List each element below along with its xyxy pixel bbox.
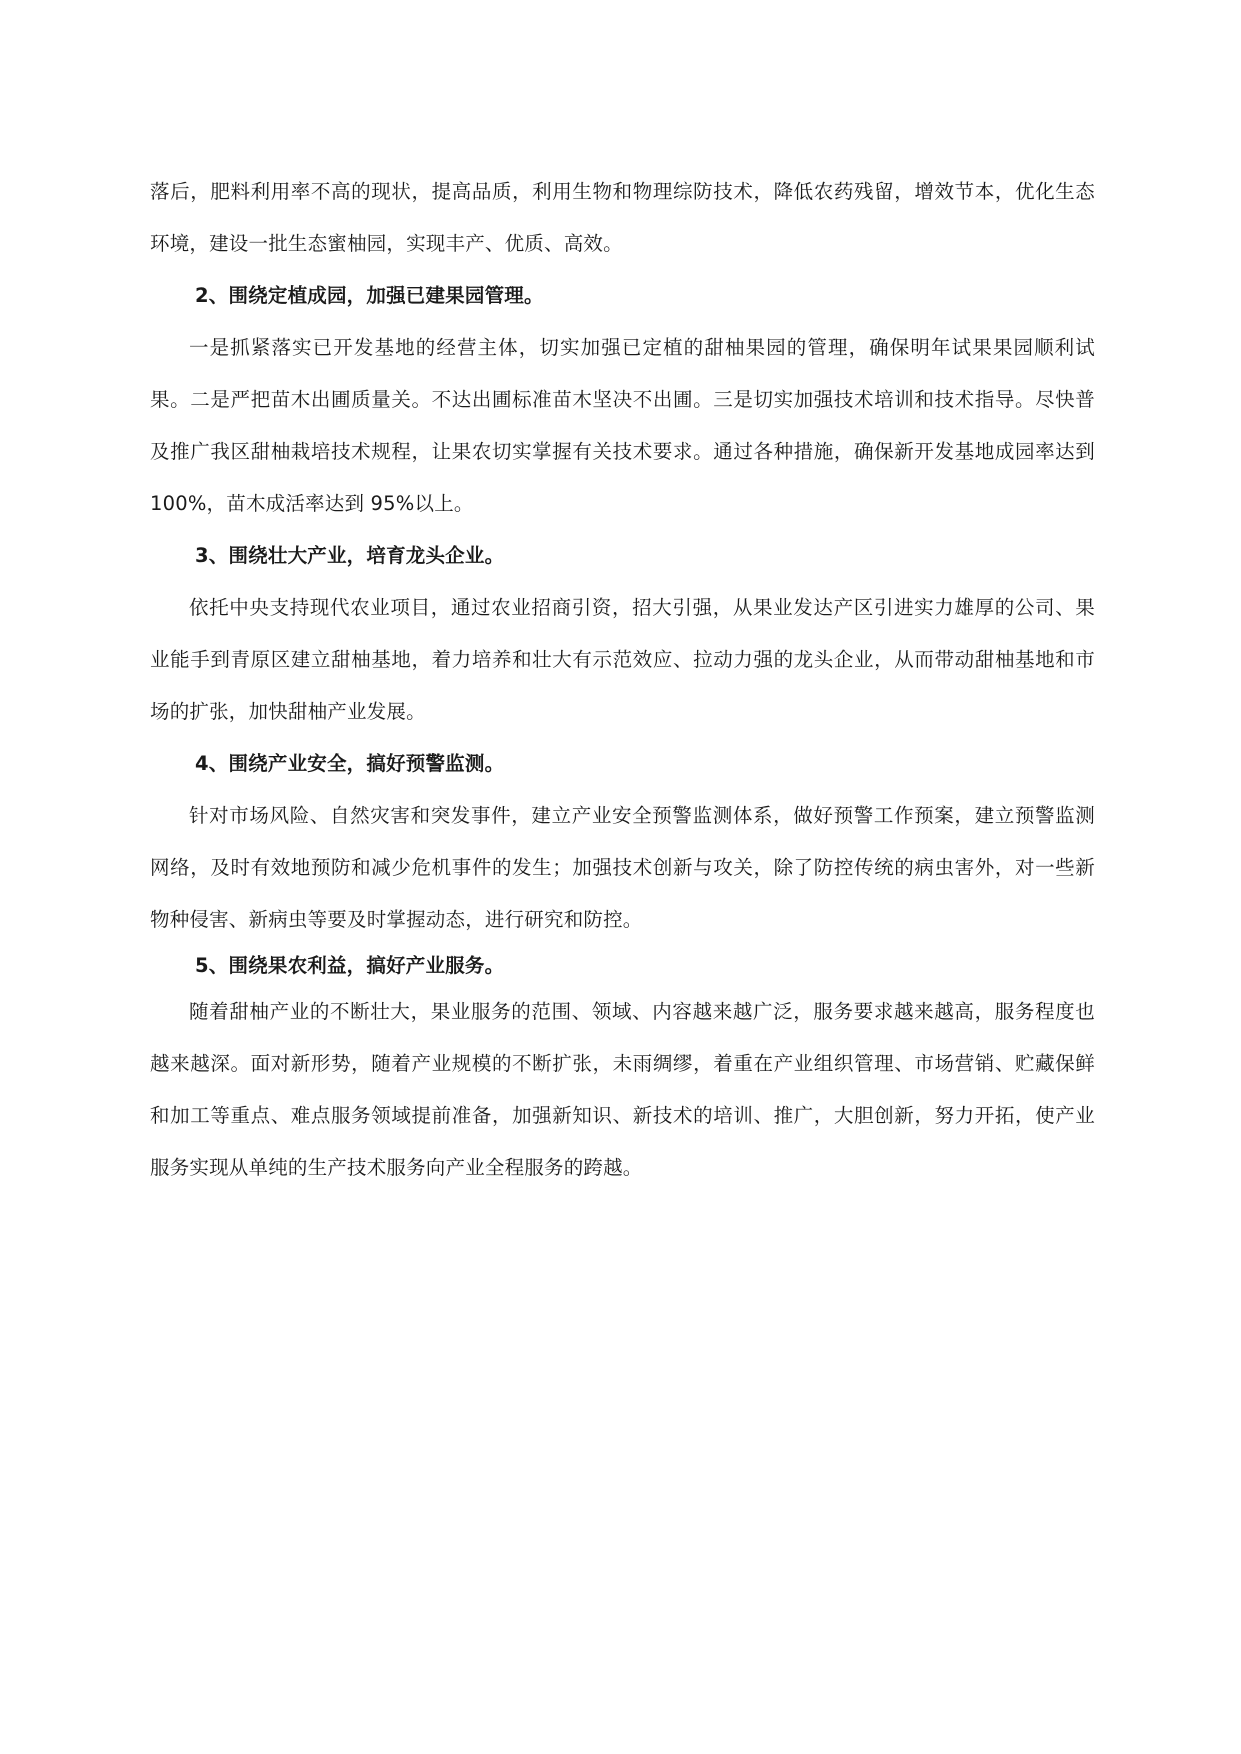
section-heading-4: 4、围绕产业安全，搞好预警监测。: [195, 752, 505, 775]
paragraph-orchard-management: 一是抓紧落实已开发基地的经营主体，切实加强已定植的甜柚果园的管理，确保明年试果果园顺利试果。二是严把苗木出圃质量关。不达出圃标准苗木坚决不出圃。三是切实加强技术培训和技术指导。尽快普及推广我区甜柚栽培技术规程，让果农切实掌握有关技术要求。通过各种措施，确保新开发基地成园率达到 100%，苗木成活率达到 95%以上。: [150, 336, 1095, 515]
section-heading-2: 2、围绕定植成园，加强已建果园管理。: [195, 284, 544, 307]
section-heading-3: 3、围绕壮大产业，培育龙头企业。: [195, 544, 505, 567]
section-heading-5: 5、围绕果农利益，搞好产业服务。: [195, 954, 505, 977]
paragraph-leading-enterprises: 依托中央支持现代农业项目，通过农业招商引资，招大引强，从果业发达产区引进实力雄厚的公司、果业能手到青原区建立甜柚基地，着力培养和壮大有示范效应、拉动力强的龙头企业，从而带动甜柚基地和市场的扩张，加快甜柚产业发展。: [150, 596, 1095, 723]
paragraph-early-warning: 针对市场风险、自然灾害和突发事件，建立产业安全预警监测体系，做好预警工作预案，建立预警监测网络，及时有效地预防和减少危机事件的发生；加强技术创新与攻关，除了防控传统的病虫害外，对一些新物种侵害、新病虫等要及时掌握动态，进行研究和防控。: [150, 804, 1095, 931]
document-body: [150, 166, 1095, 1194]
paragraph-continuation: 落后，肥料利用率不高的现状，提高品质，利用生物和物理综防技术，降低农药残留，增效节本，优化生态环境，建设一批生态蜜柚园，实现丰产、优质、高效。: [150, 180, 1095, 255]
paragraph-industry-services: 随着甜柚产业的不断壮大，果业服务的范围、领域、内容越来越广泛，服务要求越来越高，服务程度也越来越深。面对新形势，随着产业规模的不断扩张，未雨绸缪，着重在产业组织管理、市场营销、贮藏保鲜和加工等重点、难点服务领域提前准备，加强新知识、新技术的培训、推广，大胆创新，努力开拓，使产业服务实现从单纯的生产技术服务向产业全程服务的跨越。: [150, 1000, 1095, 1179]
